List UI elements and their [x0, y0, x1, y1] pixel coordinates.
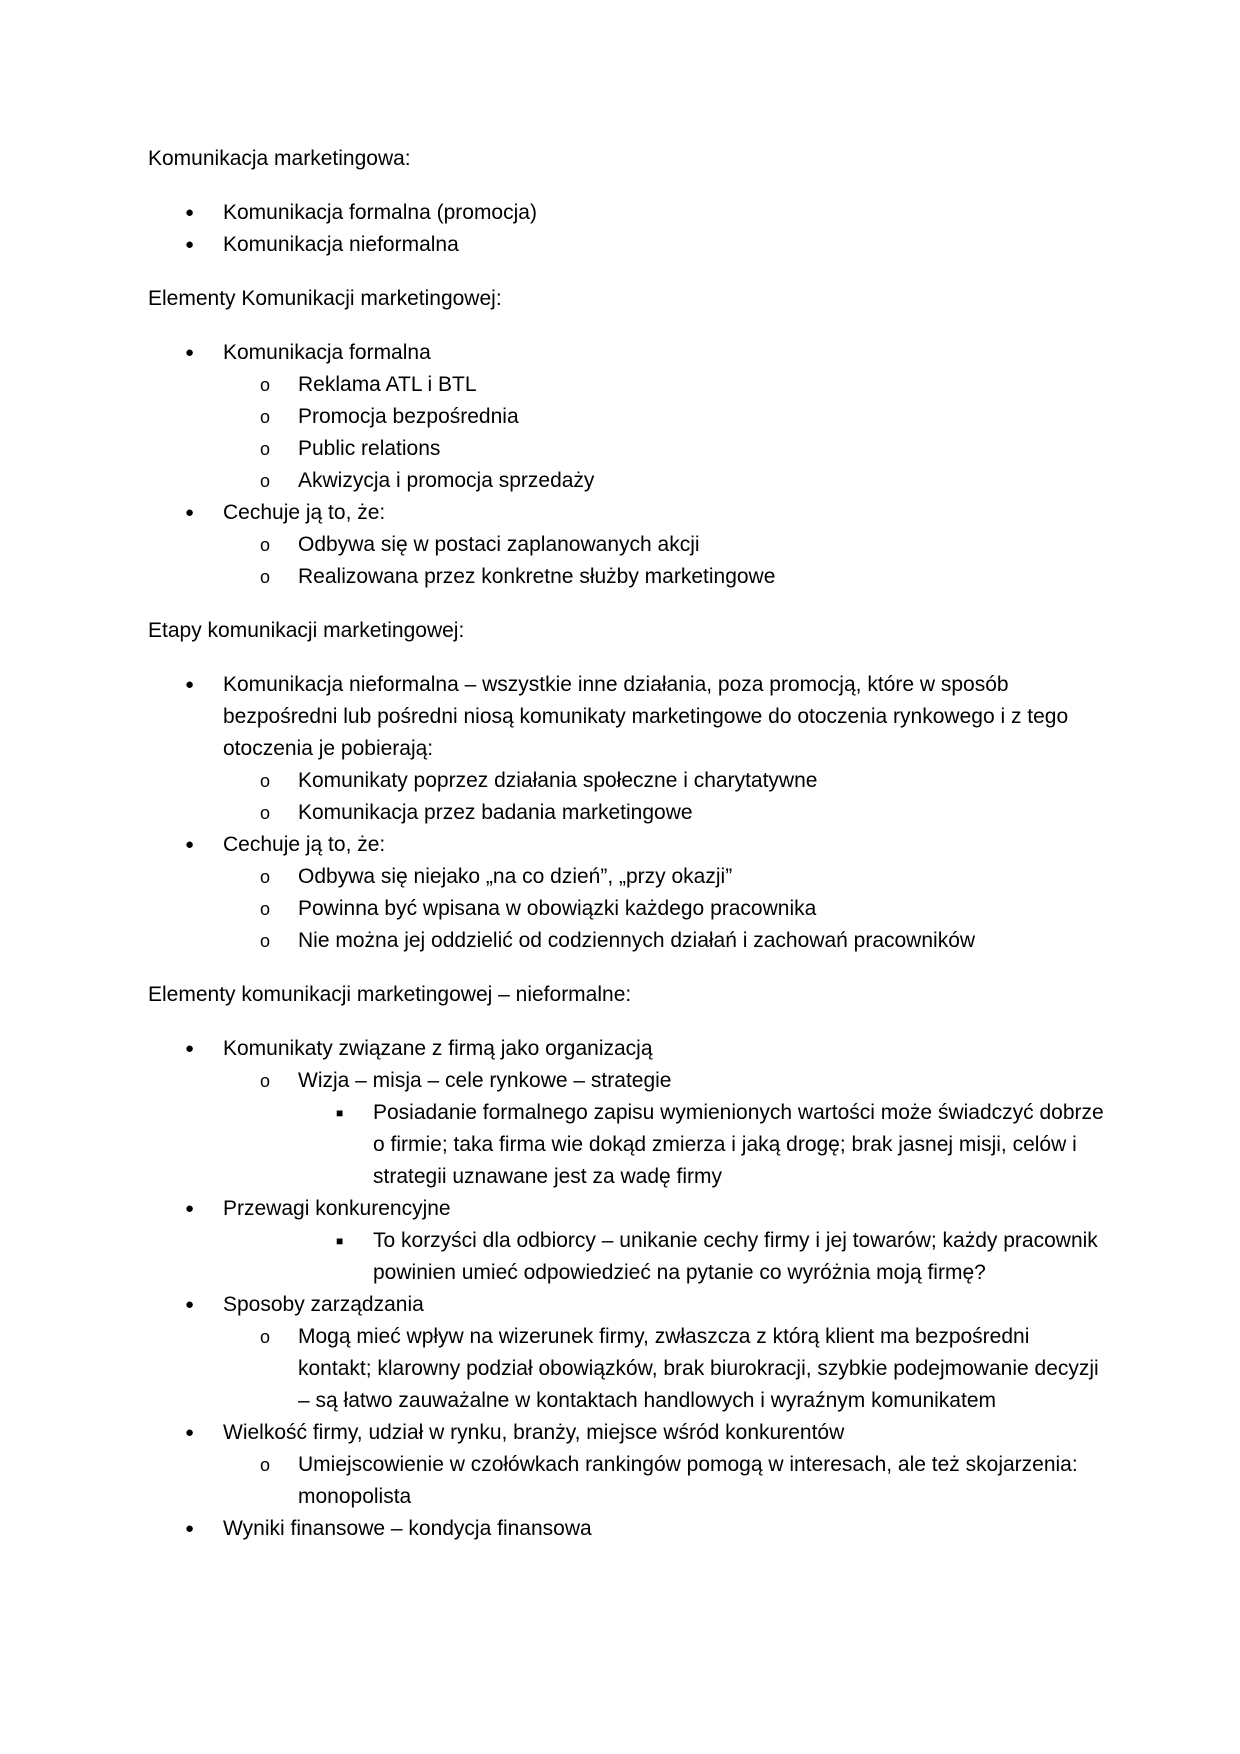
circle-bullet-icon: o — [260, 1071, 271, 1091]
bullet-icon: ● — [185, 344, 195, 361]
section-heading: Elementy Komunikacji marketingowej: — [148, 287, 502, 310]
section-heading: Elementy komunikacji marketingowej – nieformalne: — [148, 983, 632, 1006]
list-item: o Public relations — [148, 433, 1108, 465]
circle-bullet-icon: o — [260, 899, 271, 919]
list-item: ● Komunikacja formalna — [148, 337, 1108, 369]
square-bullet-icon: ■ — [336, 1234, 344, 1248]
list-item: o Komunikacja przez badania marketingowe — [148, 797, 1108, 829]
list-item: ● Sposoby zarządzania — [148, 1289, 1108, 1321]
list-item: ● Wielkość firmy, udział w rynku, branży, miejsce wśród konkurentów — [148, 1417, 1108, 1449]
list-item: ● Cechuje ją to, że: — [148, 497, 1108, 529]
bullet-icon: ● — [185, 1424, 195, 1441]
list-item: o Powinna być wpisana w obowiązki każdego pracownika — [148, 893, 1108, 925]
bullet-icon: ● — [185, 1040, 195, 1057]
circle-bullet-icon: o — [260, 1327, 271, 1347]
section-heading: Komunikacja marketingowa: — [148, 147, 411, 170]
bullet-icon: ● — [185, 676, 195, 693]
list-item: o Reklama ATL i BTL — [148, 369, 1108, 401]
list-item: ● Komunikaty związane z firmą jako organizacją — [148, 1033, 1108, 1065]
bullet-icon: ● — [185, 1520, 195, 1537]
list-item: o Wizja – misja – cele rynkowe – strategie — [148, 1065, 1108, 1097]
list-item: o Komunikaty poprzez działania społeczne i charytatywne — [148, 765, 1108, 797]
bullet-icon: ● — [185, 204, 195, 221]
list-item: ● Wyniki finansowe – kondycja finansowa — [148, 1513, 1108, 1545]
list-item: ● Komunikacja formalna (promocja) — [148, 197, 1108, 229]
list-item: ● Komunikacja nieformalna — [148, 229, 1108, 261]
section-heading: Etapy komunikacji marketingowej: — [148, 619, 465, 642]
list-item: ● Przewagi konkurencyjne — [148, 1193, 1108, 1225]
bullet-list — [148, 669, 1108, 957]
list-item: ● Cechuje ją to, że: — [148, 829, 1108, 861]
list-item: ● Komunikacja nieformalna – wszystkie inne działania, poza promocją, które w sposób bezpośredni lub pośredni niosą komunikaty marketingowe do otoczenia rynkowego i z tego otoczenia je pobierają: — [148, 669, 1108, 765]
circle-bullet-icon: o — [260, 439, 271, 459]
list-item: ■ To korzyści dla odbiorcy – unikanie cechy firmy i jej towarów; każdy pracownik powinien umieć odpowiedzieć na pytanie co wyróżnia moją firmę? — [148, 1225, 1108, 1289]
circle-bullet-icon: o — [260, 407, 271, 427]
bullet-list — [148, 197, 1108, 261]
circle-bullet-icon: o — [260, 1455, 271, 1475]
bullet-icon: ● — [185, 1296, 195, 1313]
list-item: o Umiejscowienie w czołówkach rankingów pomogą w interesach, ale też skojarzenia: monopolista — [148, 1449, 1108, 1513]
square-bullet-icon: ■ — [336, 1106, 344, 1120]
list-item: o Odbywa się niejako „na co dzień”, „przy okazji” — [148, 861, 1108, 893]
circle-bullet-icon: o — [260, 567, 271, 587]
circle-bullet-icon: o — [260, 867, 271, 887]
circle-bullet-icon: o — [260, 535, 271, 555]
list-item: ■ Posiadanie formalnego zapisu wymienionych wartości może świadczyć dobrze o firmie; taka firma wie dokąd zmierza i jaką drogę; brak jasnej misji, celów i strategii uznawane jest za wadę firmy — [148, 1097, 1108, 1193]
document-body — [148, 143, 1108, 1545]
list-item: o Akwizycja i promocja sprzedaży — [148, 465, 1108, 497]
bullet-icon: ● — [185, 1200, 195, 1217]
bullet-icon: ● — [185, 236, 195, 253]
bullet-list — [148, 337, 1108, 593]
list-item: o Mogą mieć wpływ na wizerunek firmy, zwłaszcza z którą klient ma bezpośredni kontakt; klarowny podział obowiązków, brak biurokracji, szybkie podejmowanie decyzji – są łatwo zauważalne w kontaktach handlowych i wyraźnym komunikatem — [148, 1321, 1108, 1417]
list-item: o Promocja bezpośrednia — [148, 401, 1108, 433]
circle-bullet-icon: o — [260, 375, 271, 395]
list-item: o Nie można jej oddzielić od codziennych działań i zachowań pracowników — [148, 925, 1108, 957]
circle-bullet-icon: o — [260, 771, 271, 791]
list-item: o Odbywa się w postaci zaplanowanych akcji — [148, 529, 1108, 561]
list-item: o Realizowana przez konkretne służby marketingowe — [148, 561, 1108, 593]
bullet-list — [148, 1033, 1108, 1545]
bullet-icon: ● — [185, 836, 195, 853]
circle-bullet-icon: o — [260, 803, 271, 823]
circle-bullet-icon: o — [260, 471, 271, 491]
bullet-icon: ● — [185, 504, 195, 521]
circle-bullet-icon: o — [260, 931, 271, 951]
